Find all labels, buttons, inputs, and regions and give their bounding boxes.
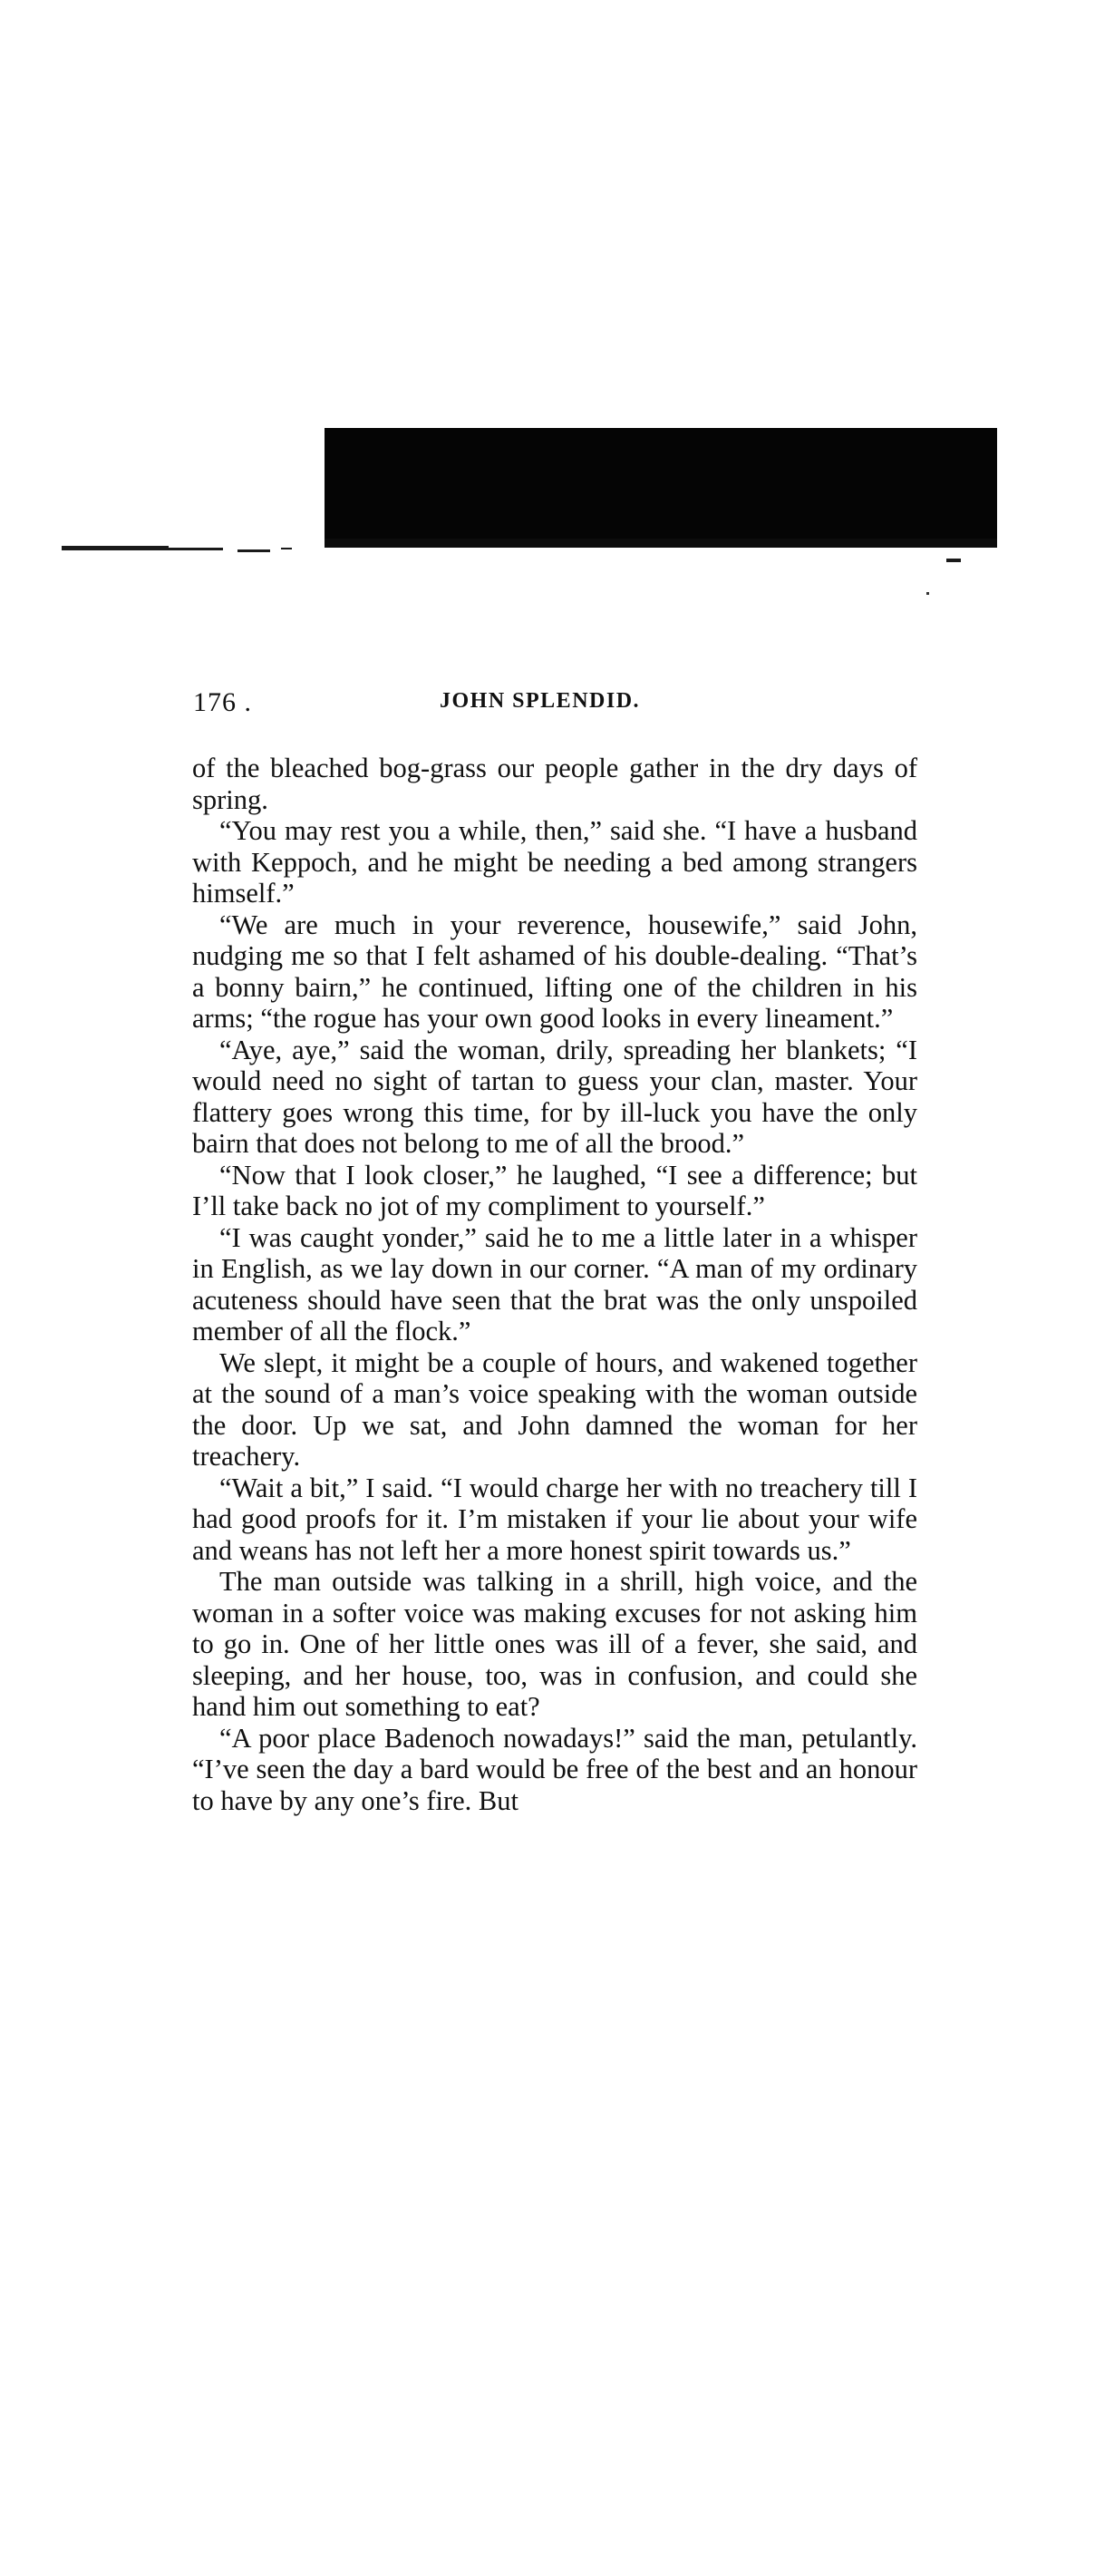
scan-black-band xyxy=(325,428,997,539)
page-number: 176 . xyxy=(193,687,252,717)
paragraph: “Now that I look closer,” he laughed, “I see a difference; but I’ll take back no jot of my compliment to yourself.” xyxy=(192,1159,917,1221)
paragraph: “A poor place Badenoch nowadays!” said the man, petulantly. “I’ve seen the day a bard would be free of the best and an honour to have by any one’s fire. But xyxy=(192,1722,917,1816)
scan-rule xyxy=(169,548,223,550)
paragraph: “You may rest you a while, then,” said she. “I have a husband with Keppoch, and he might be needing a bed among strangers himself.” xyxy=(192,815,917,909)
paragraph: “We are much in your reverence, housewife,” said John, nudging me so that I felt ashamed of his double-dealing. “That’s a bonny bairn,” he continued, lifting one of the children in his arms; “the rogue has your own good looks in every lineament.” xyxy=(192,909,917,1034)
scan-rule xyxy=(946,559,961,562)
running-title: JOHN SPLENDID. xyxy=(440,689,641,713)
paragraph: “I was caught yonder,” said he to me a little later in a whisper in English, as we lay down in our corner. “A man of my ordinary acuteness should have seen that the brat was the only unspoiled member of all the flock.” xyxy=(192,1221,917,1346)
paragraph: The man outside was talking in a shrill, high voice, and the woman in a softer voice was making excuses for not asking him to go in. One of her little ones was ill of a fever, she said, and sleeping, and her house, too, was in confusion, and could she hand him out something to eat? xyxy=(192,1566,917,1722)
scan-rule xyxy=(325,539,997,548)
scan-rule xyxy=(62,546,169,550)
body-text xyxy=(192,753,917,1816)
paragraph: “Aye, aye,” said the woman, drily, spreading her blankets; “I would need no sight of tartan to guess your clan, master. Your flattery goes wrong this time, for by ill-luck you have the only bairn that does not belong to me of all the brood.” xyxy=(192,1034,917,1159)
scan-rule xyxy=(281,548,292,549)
scan-rule xyxy=(237,549,270,552)
running-head xyxy=(193,687,918,724)
paragraph: We slept, it might be a couple of hours, and wakened together at the sound of a man’s voice speaking with the woman outside the door. Up we sat, and John damned the woman for her treachery. xyxy=(192,1346,917,1472)
paragraph: “Wait a bit,” I said. “I would charge her with no treachery till I had good proofs for it. I’m mistaken if your lie about your wife and weans has not left her a more honest spirit towards us.” xyxy=(192,1472,917,1566)
paragraph: of the bleached bog-grass our people gather in the dry days of spring. xyxy=(192,753,917,815)
scan-speck xyxy=(926,592,929,595)
